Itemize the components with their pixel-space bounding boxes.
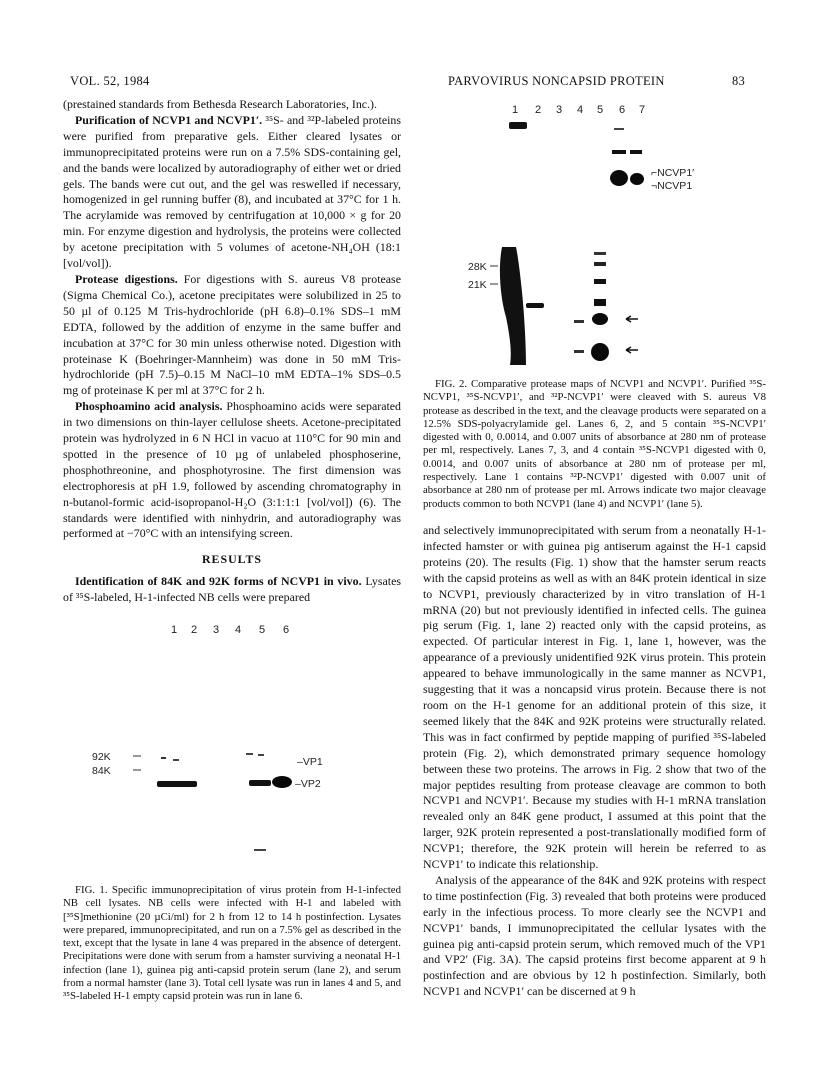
running-header-title: PARVOVIRUS NONCAPSID PROTEIN <box>448 74 665 88</box>
fig1-label-vp1: –VP1 <box>297 756 323 768</box>
fig1-lane-6: 6 <box>283 624 290 636</box>
figure2-gel <box>460 97 720 372</box>
paragraph-phosphoamino <box>63 399 401 542</box>
run-in-heading: Purification of NCVP1 and NCVP1′. <box>75 112 263 127</box>
figure2-caption <box>423 378 766 511</box>
fig2-lane-7: 7 <box>639 104 646 116</box>
fig1-lane-3: 3 <box>213 624 220 636</box>
fig1-smudge <box>254 849 266 851</box>
fig1-lane-2: 2 <box>191 624 198 636</box>
fig2-lane-1: 1 <box>512 104 519 116</box>
paragraph-purification <box>63 113 401 272</box>
fig1-marker-92k: 92K <box>92 751 111 763</box>
fig2-lane-5: 5 <box>597 104 604 116</box>
fig1-label-vp2: –VP2 <box>295 778 321 790</box>
paragraph-continuation: (prestained standards from Bethesda Research Laboratories, Inc.). <box>63 97 377 111</box>
fig2-lane-4: 4 <box>577 104 584 116</box>
section-heading-results: RESULTS <box>201 552 263 567</box>
paragraph-text: Lysates of ³⁵S-labeled, H-1-infected NB cells were prepared <box>63 574 401 605</box>
fig1-band-lane1-vp2 <box>157 781 197 787</box>
fig2-band-lane5-d <box>594 279 606 284</box>
page-number: 83 <box>732 74 746 88</box>
fig2-smear-lane1 <box>500 247 526 365</box>
fig2-band-lane5-a <box>592 313 608 325</box>
fig2-lane-2: 2 <box>535 104 542 116</box>
fig2-band-lane1-top <box>509 122 527 129</box>
fig1-lane-5: 5 <box>259 624 266 636</box>
run-in-heading: Phosphoamino acid analysis. <box>75 399 223 414</box>
fig2-band-lane4-b <box>574 350 584 353</box>
fig2-arrow-lower <box>626 347 638 353</box>
caption-text: FIG. 1. Specific immunoprecipitation of virus protein from H-1-infected NB cell lysates. NB cells were infected with H-1 and labeled with [³⁵S]methionine (20 µCi/ml) for 2 h from 12 to 14 h postinfection. Lysates were prepared, immunoprecipitated, and run on a 7.5% gel as described in the text, except that the lysate in lane 4 was prepared in the absence of detergent. Precipitations were done with serum from a hamster surviving a neonatal H-1 infection (lane 1), guinea pig anti-capsid protein serum (lane 2), and serum from a normal hamster (lane 3). Total cell lysate was run in lanes 4 and 5, and ³⁵S-labeled H-1 empty capsid protein was run in lane 6. <box>63 884 401 1003</box>
fig2-band-lane2 <box>526 303 544 308</box>
fig1-lane-4: 4 <box>235 624 242 636</box>
paragraph-results-continuation: and selectively immunoprecipitated with serum from a neonatally H-1-infected hamster or with guinea pig antiserum against the H-1 capsid proteins (20). The results (Fig. 1) show that the hamster serum reacts with the capsid proteins as well as with an 84K protein identical in size to NCVP1, previously characterized by in vitro translation of H-1 mRNA (20) but not previously identified in infected cells. The guinea pig serum (Fig. 1, lane 2) reacted only with the capsid proteins, as expected. Of particular interest in Fig. 1, lane 1, however, was the appearance of a previously unidentified 92K virus protein. This protein appeared to behave immunologically in the same manner as NCVP1, suggesting that it was a noncapsid virus protein. Because there is not room on the H-1 genome for an additional protein of this size, it seemed likely that the 84K and 92K proteins were structurally related. This was in fact confirmed by peptide mapping of purified ³⁵S-labeled protein (Fig. 2), which demonstrated primary sequence homology between these two proteins. The arrows in Fig. 2 show that two of the major peptides resulting from protease cleavage are common to both NCVP1 and NCVP1′. Because my studies with H-1 mRNA translation revealed only an 84K gene product, I assumed at this point that the larger, 92K protein represented a post-translationally modified form of NCVP1; therefore, the 92K protein will herein be referred to as NCVP1′ to indicate this relationship. <box>423 523 766 872</box>
fig2-band-lane7-top <box>630 150 642 154</box>
fig2-lane-6: 6 <box>619 104 626 116</box>
running-header-volume: VOL. 52, 1984 <box>70 74 150 88</box>
fig1-lane-1: 1 <box>171 624 178 636</box>
fig2-band-lane5-e <box>594 299 606 306</box>
fig1-marker-84k: 84K <box>92 765 111 777</box>
paragraph-time-course: Analysis of the appearance of the 84K and 92K proteins with respect to time postinfection (Fig. 3) revealed that both proteins were produced early in the infectious process. To more clearly see the NCVP1 and NCVP1′ bands, I immunoprecipitated the cellular lysates with the guinea pig anti-capsid protein serum, which removed much of the VP1 and VP2′ (Fig. 3A). The capsid proteins first become apparent at 9 h postinfection and are obvious by 12 h postinfection. Similarly, both NCVP1 and NCVP1′ can be discerned at 9 h <box>423 872 766 999</box>
fig2-band-lane5-top <box>614 128 624 130</box>
fig2-band-lane6-top <box>612 150 626 154</box>
fig1-band-lane1-84k <box>173 759 179 761</box>
fig2-band-lane4-a <box>574 320 584 323</box>
right-column <box>423 523 766 1000</box>
fig2-lane-3: 3 <box>556 104 563 116</box>
paragraph-text: ³⁵S- and ³²P-labeled proteins were purified from preparative gels. Either cleared lysates or immunoprecipitated proteins were run on a 7.5% SDS-containing gel, and the bands were localized by autoradiography of either wet or dried gels. The bands were cut out, and the gel was reswelled if necessary, homogenized in gel running buffer (8), and incubated at 37°C for 1 h. The acrylamide was removed by centrifugation at 10,000 × g for 20 min. For enzyme digestion and hydrolysis, the proteins were collected by acetone precipitation with 5 volumes of acetone-NH₄OH (18:1 [vol/vol]). <box>63 112 401 271</box>
fig2-band-lane7-ncvp1 <box>630 173 644 185</box>
paragraph-identification <box>63 574 401 606</box>
fig2-band-lane5-b <box>594 252 606 255</box>
fig2-band-lane6-ncvp1 <box>610 170 628 186</box>
fig2-arrow-upper <box>626 316 638 322</box>
run-in-heading: Protease digestions. <box>75 271 178 286</box>
fig2-band-lane5-c <box>594 262 606 266</box>
fig1-band-lane1-92k <box>161 757 166 759</box>
fig1-band-lane5-vp2 <box>249 780 271 786</box>
fig2-label-ncvp1: ¬NCVP1 <box>651 180 693 192</box>
figure1-caption <box>63 884 401 1004</box>
caption-text: FIG. 2. Comparative protease maps of NCVP1 and NCVP1′. Purified ³⁵S-NCVP1, ³⁵S-NCVP1′, and ³²P-NCVP1′ were cleaved with S. aureus V8 protease as described in the text, and the cleavage products were separated on a 12.5% SDS-polyacrylamide gel. Lanes 6, 2, and 5 contain ³⁵S-NCVP1′ digested with 0, 0.0014, and 0.007 units of absorbance at 280 nm of protease per ml, respectively. Lanes 7, 3, and 4 contain ³⁵S-NCVP1 digested with 0, 0.0014, and 0.007 units of absorbance at 280 nm of protease per ml, respectively. Lane 1 contains ³²P-NCVP1′ digested with 0.007 unit of absorbance at 280 nm of protease per ml. Arrows indicate two major cleavage products common to both NCVP1 (lane 4) and NCVP1′ (lane 5). <box>423 378 766 510</box>
run-in-heading: Identification of 84K and 92K forms of NCVP1 in vivo. <box>75 574 362 589</box>
paragraph-protease <box>63 272 401 399</box>
fig2-band-lane5-f <box>591 343 609 361</box>
paragraph-text: For digestions with S. aureus V8 protease (Sigma Chemical Co.), acetone precipitates were solubilized in 25 to 50 µl of 0.125 M Tris-hydrochloride (pH 6.8)–0.1% SDS–1 mM EDTA, followed by the addition of enzyme in the same buffer and incubation at 37°C for 30 min unless otherwise noted. Digestion with proteinase K (Boehringer-Mannheim) was done in 50 mM Tris-hydrochloride (pH 7.5)–0.15 M NaCl–10 mM EDTA–1% SDS–0.5 mg of proteinase K per ml at 37°C for 2 h. <box>63 271 401 398</box>
paragraph-text: Phosphoamino acids were separated in two dimensions on thin-layer cellulose sheets. Acetone-precipitated protein was hydrolyzed in 6 N HCl in vacuo at 110°C for 90 min and spotted in the presence of 10 µg of unlabeled phosphoserine, phosphothreonine, and phosphotyrosine. The first dimension was electrophoresis at pH 1.9, followed by ascending chromatography in n-butanol-formic acid-isopropanol-H₂O (3:1:1:1 [vol/vol]) (6). The standards were identified with ninhydrin, and autoradiography was performed at −70°C with an intensifying screen. <box>63 399 401 541</box>
fig1-band-lane5-vp1 <box>246 753 253 755</box>
figure1-gel <box>63 615 401 880</box>
left-column <box>63 97 401 606</box>
fig2-marker-28k: 28K <box>468 261 487 273</box>
fig1-band-lane5-vp1b <box>258 754 264 756</box>
fig2-label-ncvp1prime: ⌐NCVP1′ <box>651 167 695 179</box>
fig1-band-lane6-vp2 <box>272 776 292 788</box>
fig2-marker-21k: 21K <box>468 279 487 291</box>
